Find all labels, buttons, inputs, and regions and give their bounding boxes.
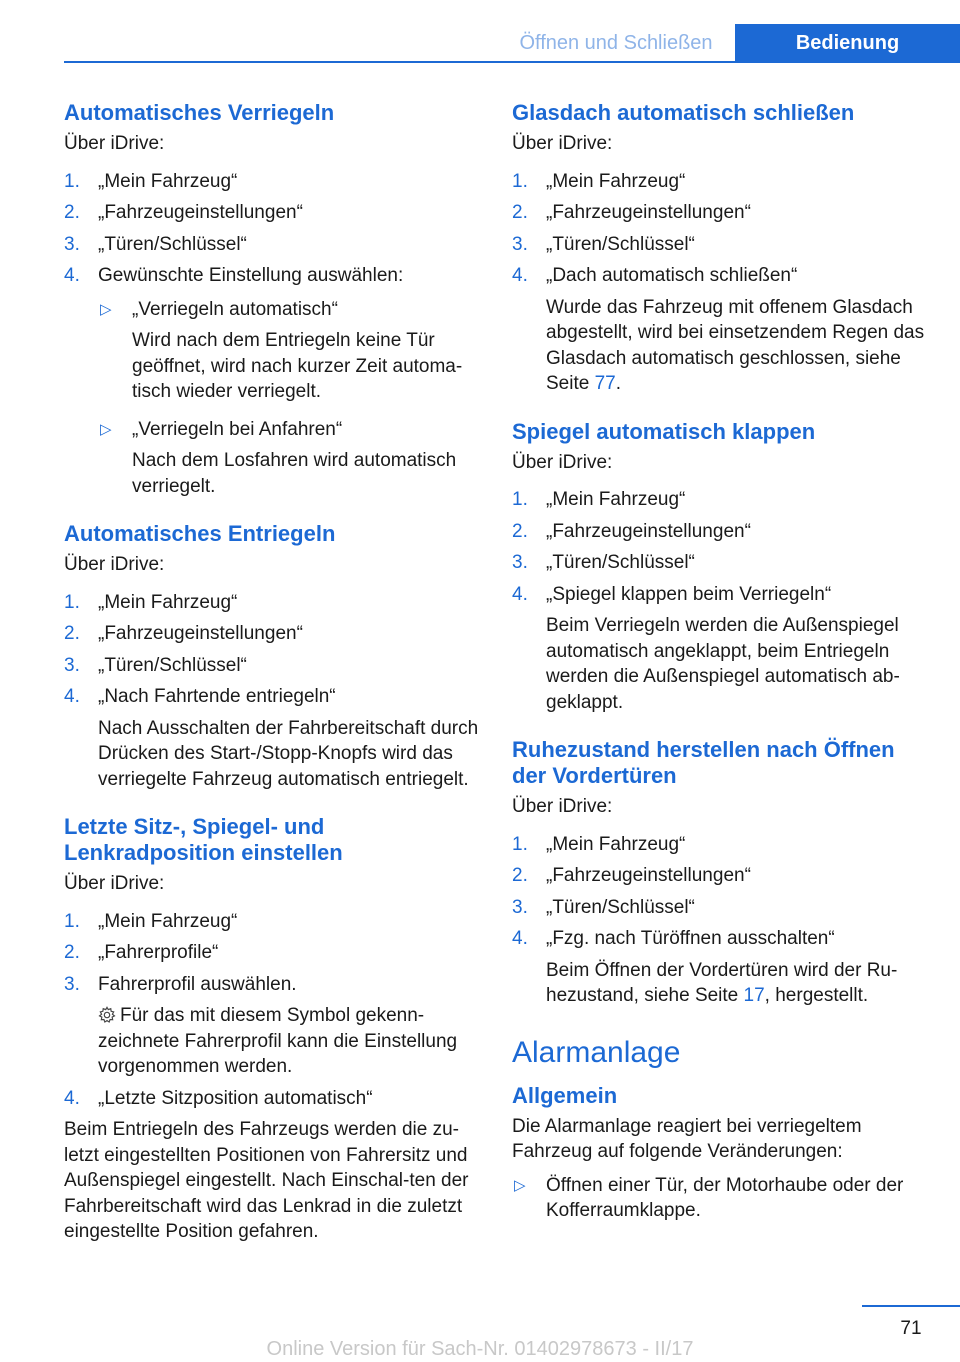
step-number: 1. [512, 170, 528, 192]
section-title-last-position: Letzte Sitz-, Spiegel- und Lenkradposition einstellen [64, 814, 343, 865]
option-item [98, 417, 482, 500]
list-item [64, 653, 482, 679]
step-number: 4. [512, 265, 528, 286]
section-title-sunroof: Glasdach automatisch schließen [512, 100, 855, 125]
step-text: „Mein Fahrzeug“ [546, 170, 686, 192]
option-desc: Nach dem Losfahren wird automatisch verriegelt. [132, 450, 457, 497]
step-desc: Beim Verriegeln werden die Außenspiegel automatisch angeklappt, beim Entriegeln werden die Außenspiegel automatisch ab‐geklappt. [546, 615, 900, 713]
step-number: 3. [64, 973, 80, 995]
step-desc-text: Wurde das Fahrzeug mit offenem Glasdach abgestellt, wird bei einsetzendem Regen das Glasdach automatisch geschlossen, siehe Seite [546, 296, 925, 394]
section-intro: Über iDrive: [64, 554, 165, 575]
steps-list [512, 169, 932, 397]
list-item [512, 832, 932, 858]
bullet-triangle-icon: ▷ [100, 300, 112, 318]
step-number: 1. [64, 910, 80, 932]
list-item [64, 909, 482, 935]
section-title-mirror-fold: Spiegel automatisch klappen [512, 418, 816, 444]
step-text: „Mein Fahrzeug“ [546, 489, 686, 510]
body-paragraph: Beim Entriegeln des Fahrzeugs werden die zu‐letzt eingestellten Positionen von Fahrersitz und Außenspiegel eingestellt. Nach Einschal‐ten der Fahrbereitschaft wird das Lenkrad in die zuletzt eingestellte Position gefahren. [64, 1119, 469, 1242]
option-desc: Wird nach dem Entriegeln keine Tür geöffnet, wird nach kurzer Zeit automa‐tisch wieder verriegelt. [132, 330, 463, 402]
list-item [512, 926, 932, 1009]
step-number: 3. [64, 233, 80, 255]
step-text: „Dach automatisch schließen“ [546, 265, 798, 286]
step-text: Fahrerprofil auswählen. [98, 973, 297, 995]
header-section-title: Öffnen und Schließen [519, 32, 713, 54]
step-number: 3. [64, 654, 80, 676]
step-text: „Mein Fahrzeug“ [98, 170, 238, 192]
step-desc [546, 958, 932, 1009]
step-desc-end: . [615, 373, 622, 394]
step-number: 1. [64, 591, 80, 613]
page-link[interactable]: 17 [743, 985, 765, 1006]
list-item [512, 263, 932, 397]
chapter-title-alarm: Alarmanlage [512, 1035, 681, 1069]
step-number: 3. [512, 233, 528, 255]
section-intro: Die Alarmanlage reagiert bei verriegeltem Fahrzeug auf folgende Veränderungen: [512, 1115, 862, 1162]
list-item [64, 232, 482, 258]
step-text: „Mein Fahrzeug“ [98, 591, 238, 613]
step-number: 4. [64, 686, 80, 707]
header-chapter-tab: Bedienung [735, 24, 960, 61]
step-number: 2. [512, 520, 528, 542]
section-title-rest-state: Ruhezustand herstellen nach Öffnen der Vordertüren [512, 737, 895, 788]
steps-list [64, 590, 482, 793]
step-number: 4. [512, 583, 528, 605]
step-desc [546, 295, 932, 397]
list-item [64, 200, 482, 226]
step-number: 2. [64, 623, 80, 644]
steps-list [512, 487, 932, 715]
step-number: 4. [64, 1087, 80, 1109]
step-text: „Türen/Schlüssel“ [98, 654, 247, 676]
list-item [64, 972, 482, 1080]
list-item [512, 232, 932, 258]
list-item [64, 590, 482, 616]
step-desc: Nach Ausschalten der Fahrbereitschaft durch Drücken des Start-/Stopp-Knopfs wird das verriegelte Fahrzeug automatisch entriegelt. [98, 717, 479, 790]
list-item [512, 487, 932, 513]
section-title-auto-unlock: Automatisches Entriegeln [64, 521, 336, 546]
step-text: „Türen/Schlüssel“ [546, 552, 695, 573]
option-label: „Verriegeln automatisch“ [132, 298, 338, 320]
steps-list [512, 832, 932, 1009]
step-text: „Fahrerprofile“ [98, 942, 219, 963]
step-text: „Fahrzeugeinstellungen“ [546, 865, 751, 886]
step-text: „Spiegel klappen beim Verriegeln“ [546, 583, 832, 605]
step-text: „Türen/Schlüssel“ [98, 233, 247, 255]
list-item [64, 940, 482, 966]
step-desc-text: Beim Öffnen der Vordertüren wird der Ru‐hezustand, siehe Seite [546, 959, 898, 1006]
section-title-auto-lock: Automatisches Verriegeln [64, 100, 335, 125]
step-text: Gewünschte Einstellung auswählen: [98, 265, 404, 286]
option-label: „Verriegeln bei Anfahren“ [132, 418, 343, 440]
footer-rule [862, 1305, 960, 1307]
section-intro: Über iDrive: [512, 133, 613, 154]
list-item [512, 895, 932, 921]
bullet-item [512, 1173, 932, 1224]
step-desc [98, 1003, 482, 1080]
steps-list [64, 909, 482, 1112]
step-text: „Türen/Schlüssel“ [546, 896, 695, 918]
step-number: 2. [512, 202, 528, 223]
step-number: 3. [512, 552, 528, 573]
section-intro: Über iDrive: [512, 451, 613, 473]
step-text: „Mein Fahrzeug“ [546, 833, 686, 855]
online-version-watermark: Online Version für Sach-Nr. 01402978673 - II/17 [266, 1338, 694, 1360]
step-text: „Fahrzeugeinstellungen“ [546, 202, 751, 223]
list-item [512, 863, 932, 889]
list-item [512, 519, 932, 545]
list-item [64, 684, 482, 792]
left-column [64, 100, 482, 1245]
step-desc-end: , hergestellt. [764, 985, 869, 1006]
gear-icon [98, 1006, 116, 1024]
bullet-text: Öffnen einer Tür, der Motorhaube oder der Kofferraumklappe. [546, 1174, 904, 1221]
step-text: „Nach Fahrtende entriegeln“ [98, 686, 336, 707]
right-column [512, 100, 932, 1236]
list-item [64, 1086, 482, 1112]
steps-list [64, 169, 482, 500]
list-item [64, 621, 482, 647]
section-intro: Über iDrive: [64, 873, 165, 894]
section-title-general: Allgemein [512, 1082, 618, 1108]
step-number: 3. [512, 896, 528, 918]
step-text: „Türen/Schlüssel“ [546, 233, 695, 255]
bullet-triangle-icon: ▷ [514, 1176, 526, 1194]
list-item [64, 169, 482, 195]
option-list [98, 297, 482, 500]
page-number: 71 [900, 1318, 922, 1339]
step-number: 2. [64, 202, 80, 223]
option-item [98, 297, 482, 405]
step-text: „Fzg. nach Türöffnen ausschalten“ [546, 928, 835, 949]
list-item [64, 263, 482, 499]
list-item [512, 582, 932, 716]
section-intro: Über iDrive: [64, 133, 165, 154]
step-text: „Fahrzeugeinstellungen“ [98, 623, 303, 644]
step-number: 4. [512, 928, 528, 949]
list-item [512, 169, 932, 195]
step-text: „Fahrzeugeinstellungen“ [98, 202, 303, 223]
step-number: 2. [512, 865, 528, 886]
step-text: „Fahrzeugeinstellungen“ [546, 520, 751, 542]
step-text: „Mein Fahrzeug“ [98, 910, 238, 932]
step-number: 1. [512, 833, 528, 855]
step-number: 1. [64, 170, 80, 192]
bullet-list [512, 1173, 932, 1224]
list-item [512, 200, 932, 226]
step-text: „Letzte Sitzposition automatisch“ [98, 1087, 373, 1109]
step-number: 1. [512, 489, 528, 510]
bullet-triangle-icon: ▷ [100, 420, 112, 438]
step-number: 2. [64, 942, 80, 963]
page-link[interactable]: 77 [594, 373, 616, 394]
section-intro: Über iDrive: [512, 796, 613, 817]
step-desc-text: Für das mit diesem Symbol gekenn‐zeichnete Fahrerprofil kann die Einstellung vorgenommen werden. [98, 1005, 458, 1077]
list-item [512, 550, 932, 576]
step-number: 4. [64, 265, 80, 286]
header-rule [64, 61, 960, 63]
